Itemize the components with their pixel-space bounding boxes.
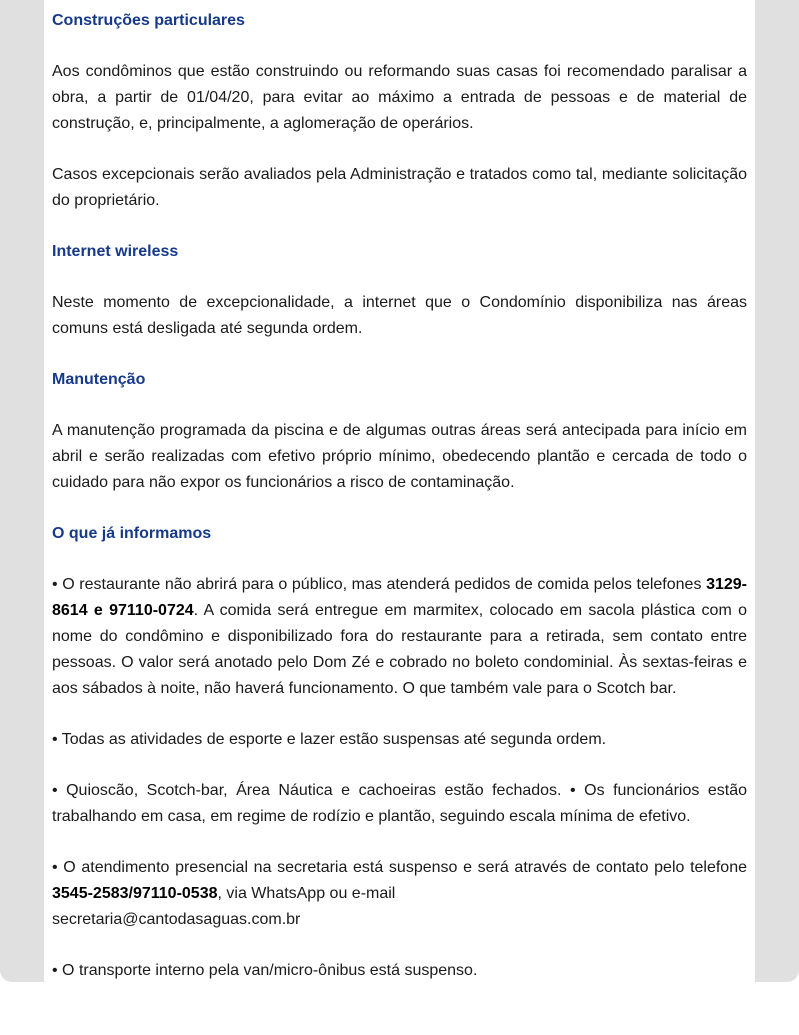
section-title-construcoes: Construções particulares: [52, 12, 245, 29]
bullet-secretaria-text: • O atendimento presencial na secretaria está suspenso e será através de contato pelo telefone: [52, 859, 747, 876]
paragraph-construcoes-2: Casos excepcionais serão avaliados pela Administração e tratados como tal, mediante solicitação do proprietário.: [52, 166, 747, 209]
section-title-informamos: O que já informamos: [52, 525, 212, 542]
bullet-esporte-lazer: • Todas as atividades de esporte e lazer estão suspensas até segunda ordem.: [52, 731, 607, 748]
bullet-quioscao: • Quioscão, Scotch-bar, Área Náutica e cachoeiras estão fechados. • Os funcionários estão trabalhando em casa, em regime de rodízio e plantão, seguindo escala mínima de efetivo.: [52, 782, 747, 825]
bullet-secretaria: [52, 855, 747, 933]
paragraph-internet-1: Neste momento de excepcionalidade, a internet que o Condomínio disponibiliza nas áreas comuns está desligada até segunda ordem.: [52, 294, 747, 337]
bullet-restaurante: [52, 572, 747, 702]
paragraph-construcoes-1: Aos condôminos que estão construindo ou reformando suas casas foi recomendado paralisar a obra, a partir de 01/04/20, para evitar ao máximo a entrada de pessoas e de material de construção, e, principalmente, a aglomeração de operários.: [52, 63, 747, 132]
bullet-restaurante-text: • O restaurante não abrirá para o público, mas atenderá pedidos de comida pelos telefones: [52, 576, 707, 593]
restaurante-phones: 3129-8614 e 97110-0724: [52, 576, 747, 619]
section-title-internet: Internet wireless: [52, 243, 179, 260]
paragraph-manutencao-1: A manutenção programada da piscina e de algumas outras áreas será antecipada para início em abril e serão realizadas com efetivo próprio mínimo, obedecendo plantão e cercada de todo o cuidado para não expor os funcionários a risco de contaminação.: [52, 422, 747, 491]
secretaria-email: secretaria@cantodasaguas.com.br: [52, 911, 301, 928]
secretaria-phones: 3545-2583/97110-0538: [52, 885, 218, 902]
section-title-manutencao: Manutenção: [52, 371, 146, 388]
bullet-transporte: • O transporte interno pela van/micro-ônibus está suspenso.: [52, 962, 478, 979]
bullet-secretaria-text-cont: , via WhatsApp ou e-mail: [217, 885, 396, 902]
bullet-restaurante-text-cont: . A comida será entregue em marmitex, colocado em sacola plástica com o nome do condômino e disponibilizado fora do restaurante para a retirada, sem contato entre pessoas. O valor será anotado pelo Dom Zé e cobrado no boleto condominial. Às sextas-feiras e aos sábados à noite, não haverá funcionamento. O que também vale para o Scotch bar.: [52, 602, 747, 697]
article-body: [52, 0, 747, 984]
